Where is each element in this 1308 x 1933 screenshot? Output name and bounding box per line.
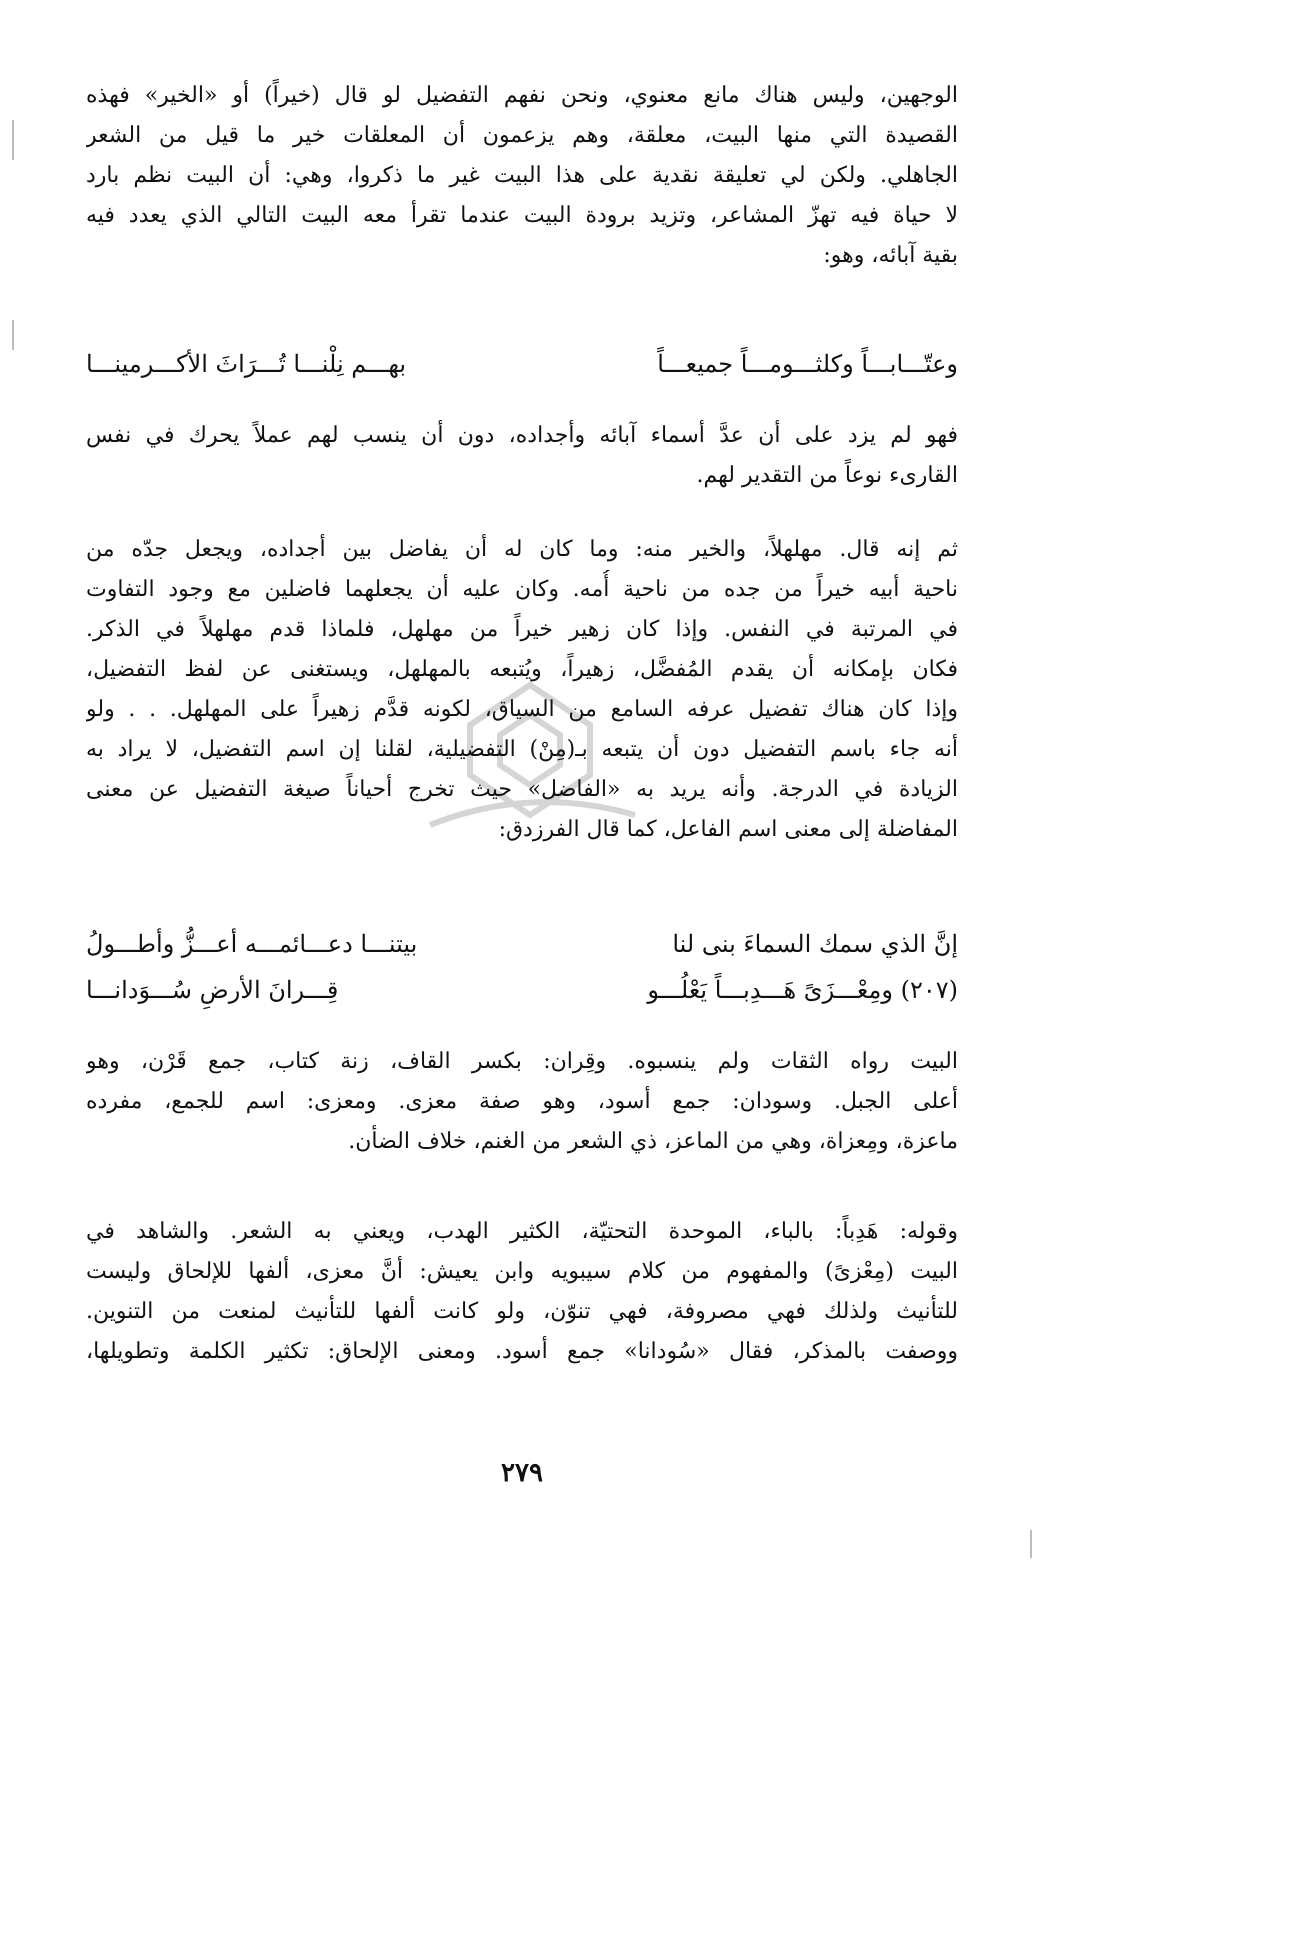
scan-edge-mark [12, 320, 14, 350]
paragraph-4 [86, 1042, 958, 1162]
text-line: فكان بإمكانه أن يقدم المُفضَّل، زهيراً، ويُتبعه بالمهلهل، ويستغنى عن لفظ التفضيل، [86, 657, 958, 682]
scan-edge-mark [12, 120, 14, 160]
verse-2 [86, 922, 958, 966]
text-line: وإذا كان هناك تفضيل عرفه السامع من السياق، لكونه قدَّم زهيراً على المهلهل. . . ولو [86, 697, 958, 722]
verse-1 [86, 342, 958, 386]
text-line: الجاهلي. ولكن لي تعليقة نقدية على هذا البيت غير ما ذكروا، وهي: أن البيت نظم بارد [86, 163, 958, 188]
verse-first-hemistich: وعتّـــابـــاً وكلثـــومـــاً جميعـــاً [657, 350, 958, 378]
verse-first-hemistich [518, 968, 958, 1012]
text-line: للتأنيث ولذلك فهي مصروفة، فهي تنوّن، ولو كانت ألفها للتأنيث لمنعت من التنوين. [86, 1299, 958, 1324]
text-line: في المرتبة في النفس. وإذا كان زهير خيراً من مهلهل، فلماذا قدم مهلهلاً في الذكر. [86, 617, 958, 642]
text-line: البيت رواه الثقات ولم ينسبوه. وقِران: بكسر القاف، زنة كتاب، جمع قَرْن، وهو [86, 1049, 958, 1074]
text-line: القارىء نوعاً من التقدير لهم. [696, 463, 958, 488]
text-line: ناحية أبيه خيراً من جده من ناحية أُمه. وكان عليه أن يجعلهما فاضلين مع وجود التفاوت [86, 577, 958, 602]
text-line: أعلى الجبل. وسودان: جمع أسود، وهو صفة معزى. ومعزى: اسم للجمع، مفرده [86, 1089, 958, 1114]
text-line: المفاضلة إلى معنى اسم الفاعل، كما قال الفرزدق: [498, 817, 958, 842]
verse-second-hemistich: بهـــم نِلْنـــا تُـــرَاثَ الأكـــرمينـــا [86, 350, 407, 378]
paragraph-1 [86, 76, 958, 276]
text-line: أنه جاء باسم التفضيل دون أن يتبعه بـ(مِنْ) التفضيلية، لقلنا إن اسم التفضيل، لا يراد به [86, 737, 958, 762]
verse-second-hemistich: بيتنـــا دعـــائمـــه أعـــزُّ وأطـــولُ [86, 930, 418, 958]
scan-edge-mark [1030, 1530, 1032, 1558]
text-line: القصيدة التي منها البيت، معلقة، وهم يزعمون أن المعلقات خير ما قيل من الشعر [86, 123, 958, 148]
verse-first-hemistich-text: ومِعْـــزَىً هَـــدِبـــاً يَعْلُـــو [647, 976, 893, 1004]
verse-second-hemistich: قِـــرانَ الأرضِ سُـــوَدانـــا [86, 976, 339, 1004]
text-line: البيت (مِعْزىً) والمفهوم من كلام سيبويه وابن يعيش: أنَّ معزى، ألفها للإلحاق وليست [86, 1259, 958, 1284]
text-line: وقوله: هَدِباً: بالباء، الموحدة التحتيّة، الكثير الهدب، ويعني به الشعر. والشاهد في [86, 1219, 958, 1244]
text-line: بقية آبائه، وهو: [823, 243, 958, 268]
paragraph-5 [86, 1212, 958, 1372]
text-line: لا حياة فيه تهزّ المشاعر، وتزيد برودة البيت عندما تقرأ معه البيت التالي الذي يعدد فيه [86, 203, 958, 228]
verse-3 [86, 968, 958, 1012]
text-line: ثم إنه قال. مهلهلاً، والخير منه: وما كان له أن يفاضل بين أجداده، ويجعل جدّه من [86, 537, 958, 562]
text-line: فهو لم يزد على أن عدَّ أسماء آبائه وأجداده، دون أن ينسب لهم عملاً يحرك في نفس [86, 423, 958, 448]
verse-first-hemistich: إنَّ الذي سمك السماءَ بنى لنا [672, 930, 958, 958]
text-line: الوجهين، وليس هناك مانع معنوي، ونحن نفهم التفضيل لو قال (خيراً) أو «الخير» فهذه [86, 83, 958, 108]
text-line: الزيادة في الدرجة. وأنه يريد به «الفاضل» حيث تخرج أحياناً صيغة التفضيل عن معنى [86, 777, 958, 802]
paragraph-3 [86, 530, 958, 850]
text-line: ووصفت بالمذكر، فقال «سُودانا» جمع أسود. ومعنى الإلحاق: تكثير الكلمة وتطويلها، [86, 1339, 958, 1364]
verse-number: (٢٠٧) [900, 976, 958, 1004]
text-line: ماعزة، ومِعزاة، وهي من الماعز، ذي الشعر من الغنم، خلاف الضأن. [348, 1129, 958, 1154]
page-number: ٢٧٩ [501, 1458, 543, 1488]
paragraph-2 [86, 416, 958, 496]
